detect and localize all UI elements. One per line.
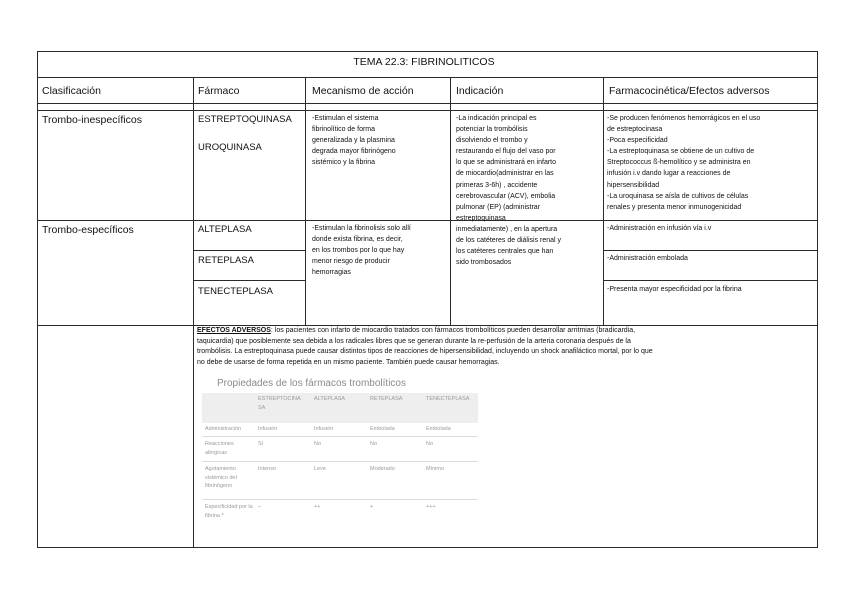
prop-cell: Moderado	[370, 466, 395, 472]
prop-separator	[202, 499, 478, 500]
row-label-especificos: Trombo-específicos	[42, 224, 134, 236]
prop-col-estreptocinasa: ESTREPTOCINA SA	[258, 396, 301, 411]
prop-cell: –	[258, 504, 262, 510]
table-rule-header-2	[37, 110, 818, 111]
prop-row-label: Agotamiento sistémico del fibrinógeno	[205, 466, 237, 489]
prop-cell: Infusión	[258, 426, 278, 432]
table-rule-alteplasa	[193, 250, 305, 251]
fc-reteplasa: -Administración embolada	[607, 255, 688, 262]
col-divider-4	[603, 77, 604, 326]
fc-alteplasa: -Administración en infusión vía i.v	[607, 225, 712, 232]
header-clasificacion: Clasificación	[42, 85, 101, 97]
text-line: no debe de usarse de forma repetida en un mismo paciente. También puede causar hemorragias.	[197, 359, 500, 367]
prop-cell: No	[314, 441, 322, 447]
efectos-title: EFECTOS ADVERSOS	[197, 327, 271, 334]
drug-reteplasa: RETEPLASA	[198, 255, 254, 266]
prop-row-label: Reacciones alérgicas	[205, 441, 234, 456]
text-line: restaurando el flujo del vaso por	[456, 148, 556, 156]
text-line: -La indicación principal es	[456, 115, 537, 122]
col-divider-2	[305, 77, 306, 326]
text-line: los catéteres centrales que han	[456, 248, 554, 256]
prop-cell: Mínimo	[426, 466, 445, 472]
table-border-right	[817, 51, 818, 548]
prop-cell: Embolada	[370, 426, 395, 432]
header-indicacion: Indicación	[456, 85, 504, 97]
prop-cell: Infusión	[314, 426, 334, 432]
propiedades-table	[200, 378, 485, 528]
table-rule-reteplasa-fc	[603, 280, 818, 281]
fc-tenecteplasa: -Presenta mayor especificidad por la fibrina	[607, 286, 742, 293]
text-line: fibrinolítico de forma	[312, 126, 376, 134]
prop-row-label: Administración	[205, 426, 242, 432]
prop-separator	[202, 436, 478, 437]
propiedades-title: Propiedades de los fármacos trombolíticos	[217, 378, 406, 389]
col-divider-3	[450, 77, 451, 326]
text-line: : los pacientes con infarto de miocardio tratados con fármacos trombolíticos pueden desarrollar arritmias (bradicardia,	[270, 327, 636, 334]
drug-tenecteplasa: TENECTEPLASA	[198, 286, 273, 297]
drug-alteplasa: ALTEPLASA	[198, 224, 252, 235]
text-line: hipersensibilidad	[607, 181, 660, 189]
prop-col-reteplasa: RETEPLASA	[370, 396, 403, 402]
col-divider-1	[193, 77, 194, 548]
text-line: sido trombosados	[456, 259, 512, 267]
indicacion-text	[456, 113, 561, 268]
text-line: menor riesgo de producir	[312, 258, 390, 266]
header-farmacocinetica: Farmacocinética/Efectos adversos	[609, 85, 770, 97]
prop-cell: No	[426, 441, 434, 447]
table-rule-title	[37, 77, 818, 78]
efectos-line-1	[197, 326, 817, 337]
text-line: potenciar la trombólisis	[456, 126, 528, 134]
text-line: taquicardia) que posiblemente sea debida a los radicales libres que se generan durante la re-perfusión de la arteria coronaria después de la	[197, 337, 631, 345]
text-line: de estreptocinasa	[607, 126, 663, 134]
text-line: estreptoquinasa	[456, 214, 506, 222]
text-line: trombólisis. La estreptoquinasa puede causar distintos tipos de reacciones de hipersensibilidad, incluyendo un shock anafiláctico mortal, por lo que	[197, 348, 653, 356]
text-line: -La estreptoquinasa se obtiene de un cultivo de	[607, 148, 755, 156]
table-border-bottom	[37, 547, 818, 548]
text-line: -Se producen fenómenos hemorrágicos en el uso	[607, 115, 761, 122]
prop-col-tenecteplasa: TENECTEPLASA	[426, 396, 470, 402]
text-line: de los catéteres de diálisis renal y	[456, 237, 562, 245]
prop-cell: Leve	[314, 466, 326, 472]
text-line: cerebrovascular (ACV), embolia	[456, 192, 556, 200]
prop-row-label: Especificidad por la fibrina *	[205, 504, 253, 519]
text-line: donde exista fibrina, es decir,	[312, 236, 403, 244]
table-rule-reteplasa	[193, 280, 305, 281]
drug-uroquinasa: UROQUINASA	[198, 142, 262, 153]
text-line: -Estimulan la fibrinolisis solo allí	[312, 225, 411, 232]
mecanismo-inespecificos	[312, 113, 396, 168]
text-line: generalizada y la plasmina	[312, 137, 395, 145]
text-line: -Estimulan el sistema	[312, 115, 379, 122]
text-line: -Poca especificidad	[607, 137, 668, 145]
text-line: renales y presenta menor inmunogenicidad	[607, 203, 742, 211]
text-line: hemorragias	[312, 269, 351, 277]
text-line: primeras 3-6h) , accidente	[456, 181, 538, 189]
header-mecanismo: Mecanismo de acción	[312, 85, 414, 97]
prop-col-alteplasa: ALTEPLASA	[314, 396, 346, 402]
text-line: Streptococcus ß-hemolítico y se administra en	[607, 159, 751, 167]
text-line: inmediatamente) , en la apertura	[456, 225, 558, 233]
row-label-inespecificos: Trombo-inespecíficos	[42, 114, 142, 126]
document-title: TEMA 22.3: FIBRINOLITICOS	[353, 56, 495, 68]
text-line: de miocardio(administrar en las	[456, 170, 554, 178]
mecanismo-especificos	[312, 223, 411, 278]
text-line: -La uroquinasa se aísla de cultivos de células	[607, 192, 749, 200]
text-line: sistémico y la fibrina	[312, 159, 376, 167]
table-rule-header	[37, 103, 818, 104]
prop-cell: +++	[426, 504, 436, 510]
prop-cell: +	[370, 504, 374, 510]
text-line: lo que se administrará en infarto	[456, 159, 556, 167]
text-line: disolviendo el trombo y	[456, 137, 528, 145]
table-border-left	[37, 51, 38, 548]
text-line: degrada mayor fibrinógeno	[312, 148, 396, 156]
prop-separator	[202, 461, 478, 462]
table-border-top	[37, 51, 818, 52]
prop-cell: Intenso	[258, 466, 277, 472]
text-line: pulmonar (EP) (administrar	[456, 203, 541, 211]
table-rule-alteplasa-fc	[603, 250, 818, 251]
text-line: infusión i.v dando lugar a reacciones de	[607, 170, 731, 178]
prop-cell: ++	[314, 504, 321, 510]
efectos-adversos	[197, 326, 817, 369]
table-rule-row1	[37, 220, 818, 221]
farmacocinetica-inespecificos	[607, 113, 760, 213]
text-line: en los trombos por lo que hay	[312, 247, 405, 255]
prop-cell: Sí	[258, 441, 264, 447]
prop-cell: No	[370, 441, 378, 447]
prop-cell: Embolada	[426, 426, 451, 432]
header-farmaco: Fármaco	[198, 85, 240, 97]
drug-estreptoquinasa: ESTREPTOQUINASA	[198, 114, 292, 125]
